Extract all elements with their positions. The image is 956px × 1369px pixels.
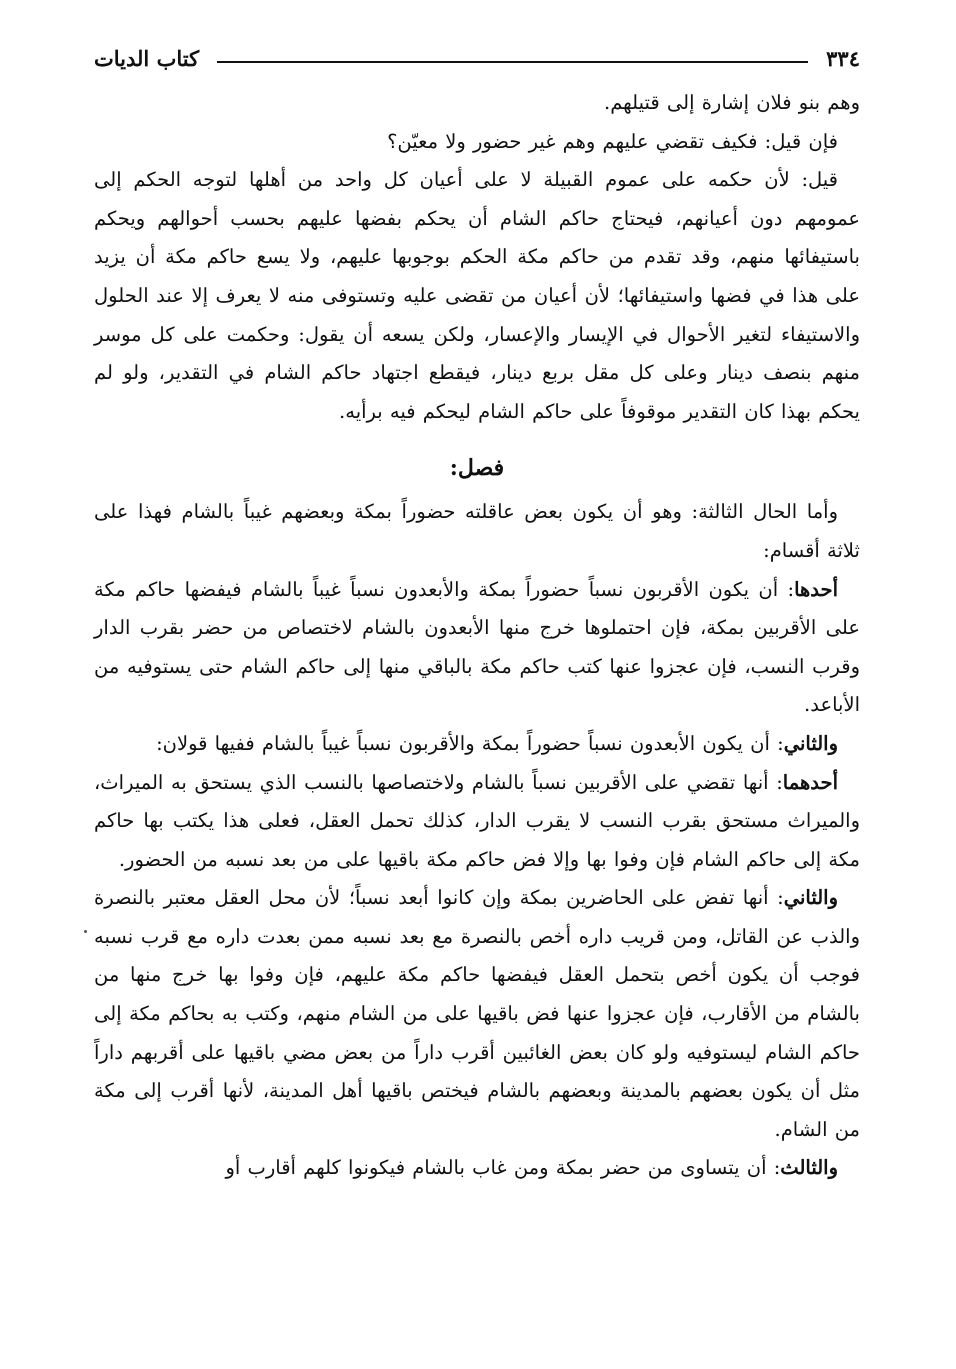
header-rule [217,61,808,63]
item-keyword: والثاني [783,731,838,755]
sub-item-first-opinion [94,764,860,880]
section-item-third [94,1149,860,1188]
section-intro: وأما الحال الثالثة: وهو أن يكون بعض عاقلته حضوراً بمكة وبعضهم غيباً بالشام فهذا على ثلاثة أقسام: [94,500,860,562]
sub-item-second-opinion [94,879,860,1149]
section-heading: فصل: [449,455,505,482]
item-text: : أن يكون الأقربون نسباً حضوراً بمكة والأبعدون نسباً غيباً بالشام فيفضها حاكم مكة على الأقربين بمكة، فإن احتملوها خرج منها الأبعدون بالشام لاختصاص من حضر بقرب الدار وقرب النسب، فإن عجزوا عنها كتب حاكم مكة بالباقي منها إلى حاكم الشام حتى يستوفيه من الأباعد. [94,577,860,717]
item-text: : أنها تفض على الحاضرين بمكة وإن كانوا أبعد نسباً؛ لأن محل العقل معتبر بالنصرة والذب عن القاتل، ومن قريب داره أخص بالنصرة مع بعد نسبه ممن بعدت داره مع قرب نسبه فوجب أن يكون أخص بتحمل العقل فيفضها حاكم مكة عليهم، فإن وفوا بها خرج منها من بالشام من الأقارب، فإن عجزوا عنها فض باقيها على من الشام منهم، وكتب به بحاكم مكة إلى حاكم الشام ليستوفيه ولو كان بعض الغائبين أقرب داراً من بعض مضي باقيها على أقربهم داراً مثل أن يكون بعضهم بالمدينة وبعضهم بالشام فيختص باقيها أهل المدينة، لأنها أقرب إلى مكة من الشام. [94,886,860,1141]
paragraph-answer: قيل: لأن حكمه على عموم القبيلة لا على أعيان كل واحد من أهلها لتوجه الحكم إلى عمومهم دون أعيانهم، فيحتاج حاكم الشام أن يحكم بفضها عليهم بحسب أحوالهم ويحكم باستيفائها منهم، وقد تقدم من حاكم مكة الحكم بوجوبها عليهم، ولا يسع حاكم مكة أن يزيد على هذا في فضها واستيفائها؛ لأن أعيان من تقضى عليه وتستوفى منه لا يعرف إلا عند الحلول والاستيفاء لتغير الأحوال في الإيسار والإعسار، ولكن يسعه أن يقول: وحكمت على كل موسر منهم بنصف دينار وعلى كل مقل بربع دينار، فيقطع اجتهاد حاكم الشام في التقدير، ولو لم يحكم بهذا كان التقدير موقوفاً على حاكم الشام ليحكم فيه برأيه. [94,168,860,423]
page-number: ٣٣٤ [826,45,860,71]
book-page [94,38,860,1188]
section-item-second [94,725,860,764]
item-keyword: والثاني [783,886,838,910]
book-title: كتاب الديات [94,45,200,71]
paragraph-continuation: وهم بنو فلان إشارة إلى قتيلهم. [604,91,860,114]
page-body [94,84,860,1188]
paragraph-question: فإن قيل: فكيف تقضي عليهم وهم غير حضور ولا معيّن؟ [387,129,838,153]
item-text: : أن يكون الأبعدون نسباً حضوراً بمكة والأقربون نسباً غيباً بالشام ففيها قولان: [156,731,784,755]
running-header [94,38,860,78]
margin-mark [84,930,87,933]
item-text: : أنها تقضي على الأقربين نسباً بالشام ولاختصاصها بالنسب الذي يستحق به الميراث، والميراث مستحق بقرب النسب لا يقرب الدار، كذلك تحمل العقل، فعلى هذا يكتب بها حاكم مكة إلى حاكم الشام فإن وفوا بها وإلا فض حاكم مكة باقيها على من بعد نسبه من الحضور. [94,770,860,871]
item-keyword: أحدهما [782,770,838,794]
item-keyword: أحدها [794,577,838,601]
item-text: : أن يتساوى من حضر بمكة ومن غاب بالشام فيكونوا كلهم أقارب أو [225,1156,781,1180]
item-keyword: والثالث [780,1156,838,1180]
section-item-first [94,571,860,725]
